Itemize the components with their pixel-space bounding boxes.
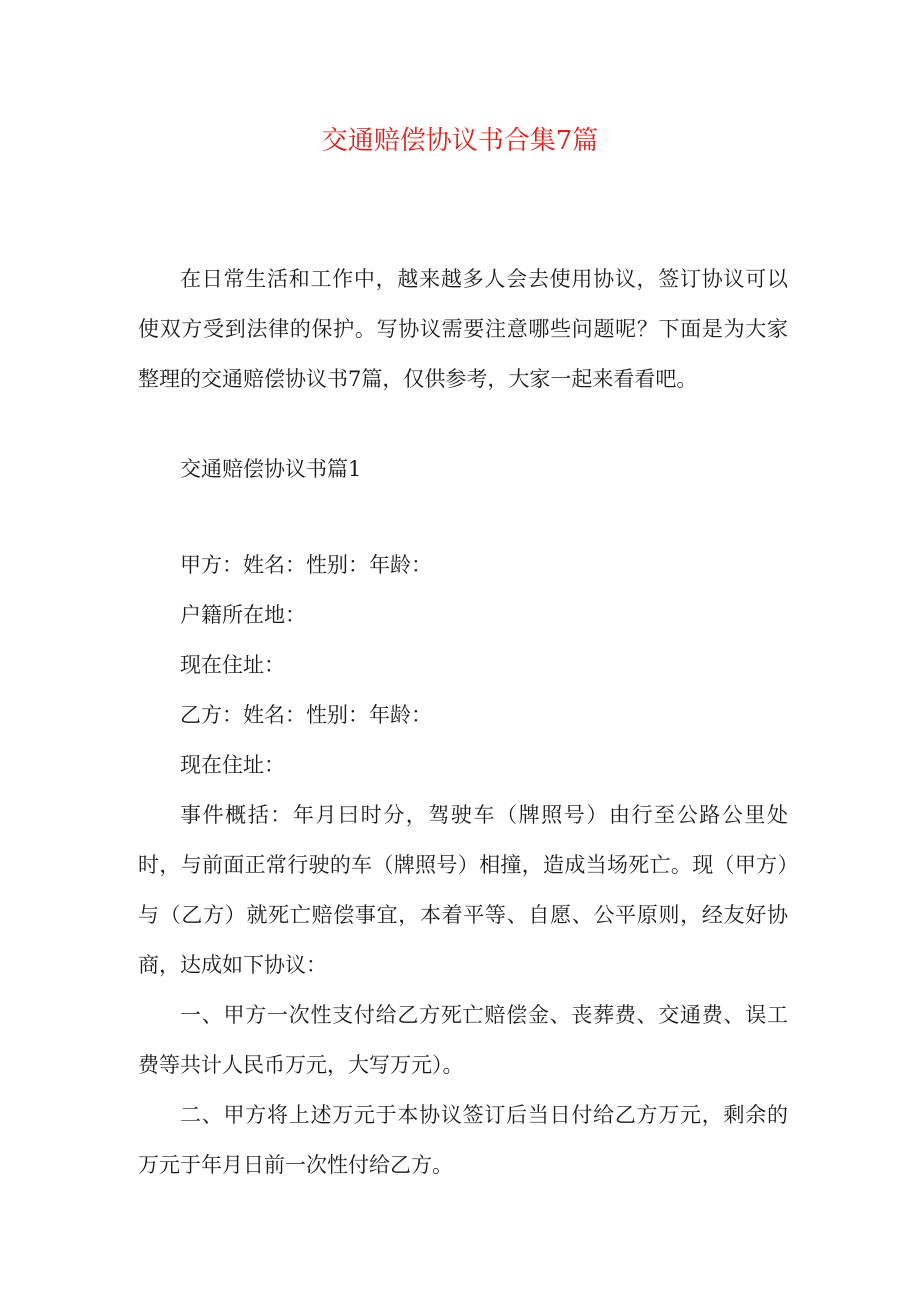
document-title: 交通赔偿协议书合集7篇 <box>321 126 599 156</box>
party-b-line: 乙方：姓名：性别：年龄： <box>180 703 432 727</box>
intro-paragraph: 在日常生活和工作中，越来越多人会去使用协议，签订协议可以使双方受到法律的保护。写协议需要注意哪些问题呢？下面是为大家整理的交通赔偿协议书7篇，仅供参考，大家一起来看看吧。 <box>138 267 788 391</box>
event-summary-paragraph: 事件概括：年月曰时分，驾驶车（牌照号）由行至公路公里处时，与前面正常行驶的车（牌照号）相撞，造成当场死亡。现（甲方）与（乙方）就死亡赔偿事宜，本着平等、自愿、公平原则，经友好协商，达成如下协议： <box>138 803 788 977</box>
address-line-1: 现在住址： <box>180 653 285 677</box>
clause-2-paragraph: 二、甲方将上述万元于本协议签订后当日付给乙方万元，剩余的万元于年月日前一次性付给乙方。 <box>138 1103 788 1177</box>
address-line-2: 现在住址： <box>180 753 285 777</box>
section-heading: 交通赔偿协议书篇1 <box>180 457 362 481</box>
household-line: 户籍所在地： <box>180 603 306 627</box>
party-a-line: 甲方：姓名：性别：年龄： <box>180 553 432 577</box>
clause-1-paragraph: 一、甲方一次性支付给乙方死亡赔偿金、丧葬费、交通费、误工费等共计人民币万元，大写万元）。 <box>138 1003 788 1077</box>
